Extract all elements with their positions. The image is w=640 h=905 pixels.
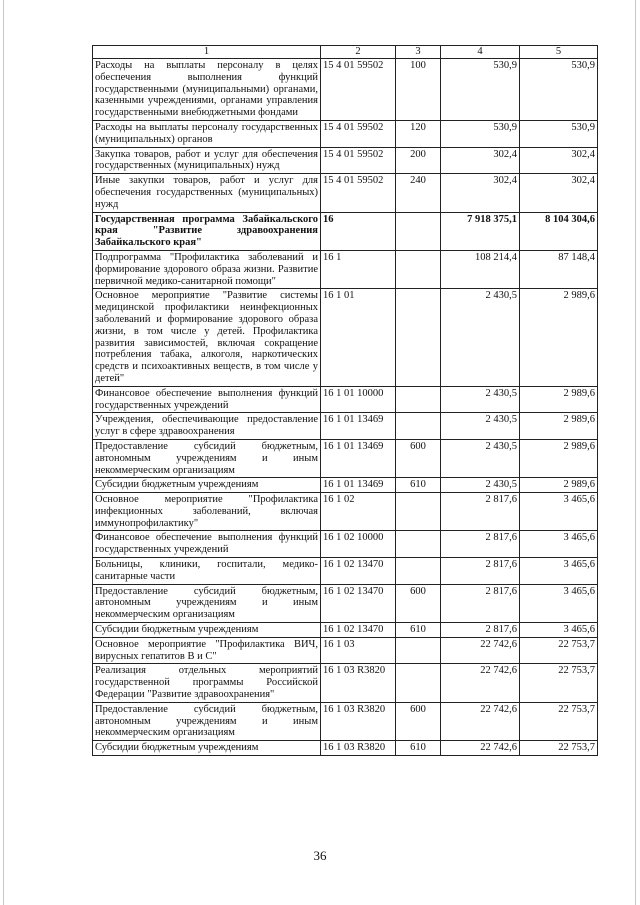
row-name-cell: Учреждения, обеспечивающие предоставление услуг в сфере здравоохранения xyxy=(93,413,321,440)
row-code-cell: 16 1 02 10000 xyxy=(321,531,396,558)
row-value-year1-cell: 108 214,4 xyxy=(441,250,520,288)
row-value-year2-cell: 302,4 xyxy=(520,147,598,174)
row-name-cell: Субсидии бюджетным учреждениям xyxy=(93,741,321,756)
table-row xyxy=(93,623,598,638)
table-row xyxy=(93,147,598,174)
row-value-year2-cell: 530,9 xyxy=(520,120,598,147)
table-row xyxy=(93,584,598,622)
table-row xyxy=(93,741,598,756)
row-code-cell: 16 1 03 R3820 xyxy=(321,741,396,756)
row-value-year2-cell: 2 989,6 xyxy=(520,439,598,477)
row-value-year2-cell: 22 753,7 xyxy=(520,702,598,740)
table-row xyxy=(93,120,598,147)
row-code-cell: 16 1 02 13470 xyxy=(321,623,396,638)
row-value-year1-cell: 2 430,5 xyxy=(441,413,520,440)
page-number: 36 xyxy=(313,848,327,863)
row-expense-type-cell: 600 xyxy=(396,702,441,740)
table-row xyxy=(93,59,598,121)
table-row xyxy=(93,478,598,493)
row-value-year1-cell: 2 817,6 xyxy=(441,558,520,585)
row-value-year1-cell: 2 430,5 xyxy=(441,386,520,413)
row-code-cell: 15 4 01 59502 xyxy=(321,147,396,174)
row-name-cell: Субсидии бюджетным учреждениям xyxy=(93,478,321,493)
row-value-year2-cell: 22 753,7 xyxy=(520,637,598,664)
row-value-year1-cell: 22 742,6 xyxy=(441,637,520,664)
row-value-year1-cell: 22 742,6 xyxy=(441,741,520,756)
row-expense-type-cell: 100 xyxy=(396,59,441,121)
row-value-year1-cell: 2 817,6 xyxy=(441,531,520,558)
row-name-cell: Реализация отдельных мероприятий государственной программы Российской Федерации "Развитие здравоохранения" xyxy=(93,664,321,702)
row-name-cell: Расходы на выплаты персоналу государственных (муниципальных) органов xyxy=(93,120,321,147)
row-code-cell: 16 1 xyxy=(321,250,396,288)
row-expense-type-cell: 610 xyxy=(396,478,441,493)
row-expense-type-cell: 610 xyxy=(396,741,441,756)
table-row xyxy=(93,558,598,585)
row-expense-type-cell xyxy=(396,558,441,585)
row-expense-type-cell xyxy=(396,637,441,664)
row-value-year1-cell: 530,9 xyxy=(441,120,520,147)
row-value-year1-cell: 7 918 375,1 xyxy=(441,212,520,250)
row-value-year2-cell: 3 465,6 xyxy=(520,584,598,622)
table-row xyxy=(93,250,598,288)
row-value-year2-cell: 3 465,6 xyxy=(520,558,598,585)
table-row xyxy=(93,664,598,702)
row-value-year1-cell: 2 817,6 xyxy=(441,584,520,622)
header-col-4: 4 xyxy=(441,46,520,59)
row-expense-type-cell xyxy=(396,250,441,288)
row-code-cell: 16 1 01 10000 xyxy=(321,386,396,413)
row-expense-type-cell xyxy=(396,386,441,413)
row-name-cell: Предоставление субсидий бюджетным, автономным учреждениям и иным некоммерческим организациям xyxy=(93,439,321,477)
row-name-cell: Государственная программа Забайкальского края "Развитие здравоохранения Забайкальского края" xyxy=(93,212,321,250)
row-value-year1-cell: 302,4 xyxy=(441,174,520,212)
row-code-cell: 16 1 03 R3820 xyxy=(321,702,396,740)
row-code-cell: 16 1 02 xyxy=(321,493,396,531)
row-expense-type-cell xyxy=(396,212,441,250)
row-name-cell: Основное мероприятие "Профилактика ВИЧ, вирусных гепатитов В и С" xyxy=(93,637,321,664)
header-col-1: 1 xyxy=(93,46,321,59)
row-expense-type-cell xyxy=(396,493,441,531)
row-value-year2-cell: 2 989,6 xyxy=(520,386,598,413)
row-value-year2-cell: 2 989,6 xyxy=(520,478,598,493)
table-row xyxy=(93,493,598,531)
row-code-cell: 15 4 01 59502 xyxy=(321,120,396,147)
row-name-cell: Основное мероприятие "Профилактика инфекционных заболеваний, включая иммунопрофилактику" xyxy=(93,493,321,531)
row-value-year1-cell: 2 817,6 xyxy=(441,623,520,638)
row-value-year1-cell: 2 430,5 xyxy=(441,439,520,477)
row-value-year1-cell: 302,4 xyxy=(441,147,520,174)
header-col-3: 3 xyxy=(396,46,441,59)
row-code-cell: 16 1 03 R3820 xyxy=(321,664,396,702)
table-body xyxy=(93,59,598,756)
table-header-row xyxy=(93,46,598,59)
row-value-year1-cell: 22 742,6 xyxy=(441,664,520,702)
row-value-year2-cell: 87 148,4 xyxy=(520,250,598,288)
table-row xyxy=(93,289,598,386)
header-col-2: 2 xyxy=(321,46,396,59)
row-value-year2-cell: 22 753,7 xyxy=(520,664,598,702)
row-expense-type-cell: 600 xyxy=(396,584,441,622)
row-expense-type-cell xyxy=(396,531,441,558)
scan-edge-right xyxy=(635,0,636,905)
row-code-cell: 16 1 01 13469 xyxy=(321,439,396,477)
table-row xyxy=(93,637,598,664)
row-expense-type-cell: 120 xyxy=(396,120,441,147)
row-name-cell: Подпрограмма "Профилактика заболеваний и формирование здорового образа жизни. Развитие первичной медико-санитарной помощи" xyxy=(93,250,321,288)
row-code-cell: 16 1 02 13470 xyxy=(321,558,396,585)
row-value-year2-cell: 2 989,6 xyxy=(520,413,598,440)
row-name-cell: Иные закупки товаров, работ и услуг для обеспечения государственных (муниципальных) нужд xyxy=(93,174,321,212)
row-name-cell: Финансовое обеспечение выполнения функций государственных учреждений xyxy=(93,386,321,413)
row-value-year2-cell: 2 989,6 xyxy=(520,289,598,386)
header-col-5: 5 xyxy=(520,46,598,59)
row-value-year2-cell: 302,4 xyxy=(520,174,598,212)
budget-table xyxy=(92,45,598,756)
row-expense-type-cell xyxy=(396,413,441,440)
table-row xyxy=(93,702,598,740)
row-code-cell: 16 1 03 xyxy=(321,637,396,664)
row-code-cell: 16 1 01 13469 xyxy=(321,413,396,440)
row-value-year2-cell: 3 465,6 xyxy=(520,493,598,531)
row-value-year2-cell: 3 465,6 xyxy=(520,623,598,638)
row-name-cell: Основное мероприятие "Развитие системы медицинской профилактики неинфекционных заболеваний и формирование здорового образа жизни, в том числе у детей. Профилактика развития зависимостей, включая сокращение потребления табака, алкоголя, наркотических средств и психоактивных веществ, в том числе у детей" xyxy=(93,289,321,386)
row-name-cell: Расходы на выплаты персоналу в целях обеспечения выполнения функций государственными (муниципальными) органами, казенными учреждениями, органами управления государственными внебюджетными фондами xyxy=(93,59,321,121)
table-row xyxy=(93,386,598,413)
scan-edge-left xyxy=(3,0,4,905)
row-expense-type-cell: 610 xyxy=(396,623,441,638)
row-name-cell: Больницы, клиники, госпитали, медико-санитарные части xyxy=(93,558,321,585)
row-value-year1-cell: 2 430,5 xyxy=(441,478,520,493)
row-name-cell: Субсидии бюджетным учреждениям xyxy=(93,623,321,638)
row-name-cell: Финансовое обеспечение выполнения функций государственных учреждений xyxy=(93,531,321,558)
table-row xyxy=(93,439,598,477)
row-code-cell: 16 1 01 13469 xyxy=(321,478,396,493)
row-expense-type-cell xyxy=(396,289,441,386)
row-expense-type-cell xyxy=(396,664,441,702)
row-code-cell: 16 xyxy=(321,212,396,250)
row-value-year2-cell: 530,9 xyxy=(520,59,598,121)
table-row xyxy=(93,531,598,558)
row-name-cell: Предоставление субсидий бюджетным, автономным учреждениям и иным некоммерческим организациям xyxy=(93,702,321,740)
row-value-year1-cell: 22 742,6 xyxy=(441,702,520,740)
row-value-year1-cell: 2 430,5 xyxy=(441,289,520,386)
row-expense-type-cell: 600 xyxy=(396,439,441,477)
row-expense-type-cell: 240 xyxy=(396,174,441,212)
row-value-year2-cell: 8 104 304,6 xyxy=(520,212,598,250)
row-value-year1-cell: 530,9 xyxy=(441,59,520,121)
row-value-year2-cell: 22 753,7 xyxy=(520,741,598,756)
row-code-cell: 15 4 01 59502 xyxy=(321,59,396,121)
row-value-year1-cell: 2 817,6 xyxy=(441,493,520,531)
table-row xyxy=(93,174,598,212)
table-row xyxy=(93,212,598,250)
row-expense-type-cell: 200 xyxy=(396,147,441,174)
row-code-cell: 16 1 01 xyxy=(321,289,396,386)
row-name-cell: Предоставление субсидий бюджетным, автономным учреждениям и иным некоммерческим организациям xyxy=(93,584,321,622)
row-name-cell: Закупка товаров, работ и услуг для обеспечения государственных (муниципальных) нужд xyxy=(93,147,321,174)
row-code-cell: 16 1 02 13470 xyxy=(321,584,396,622)
row-value-year2-cell: 3 465,6 xyxy=(520,531,598,558)
table-row xyxy=(93,413,598,440)
row-code-cell: 15 4 01 59502 xyxy=(321,174,396,212)
